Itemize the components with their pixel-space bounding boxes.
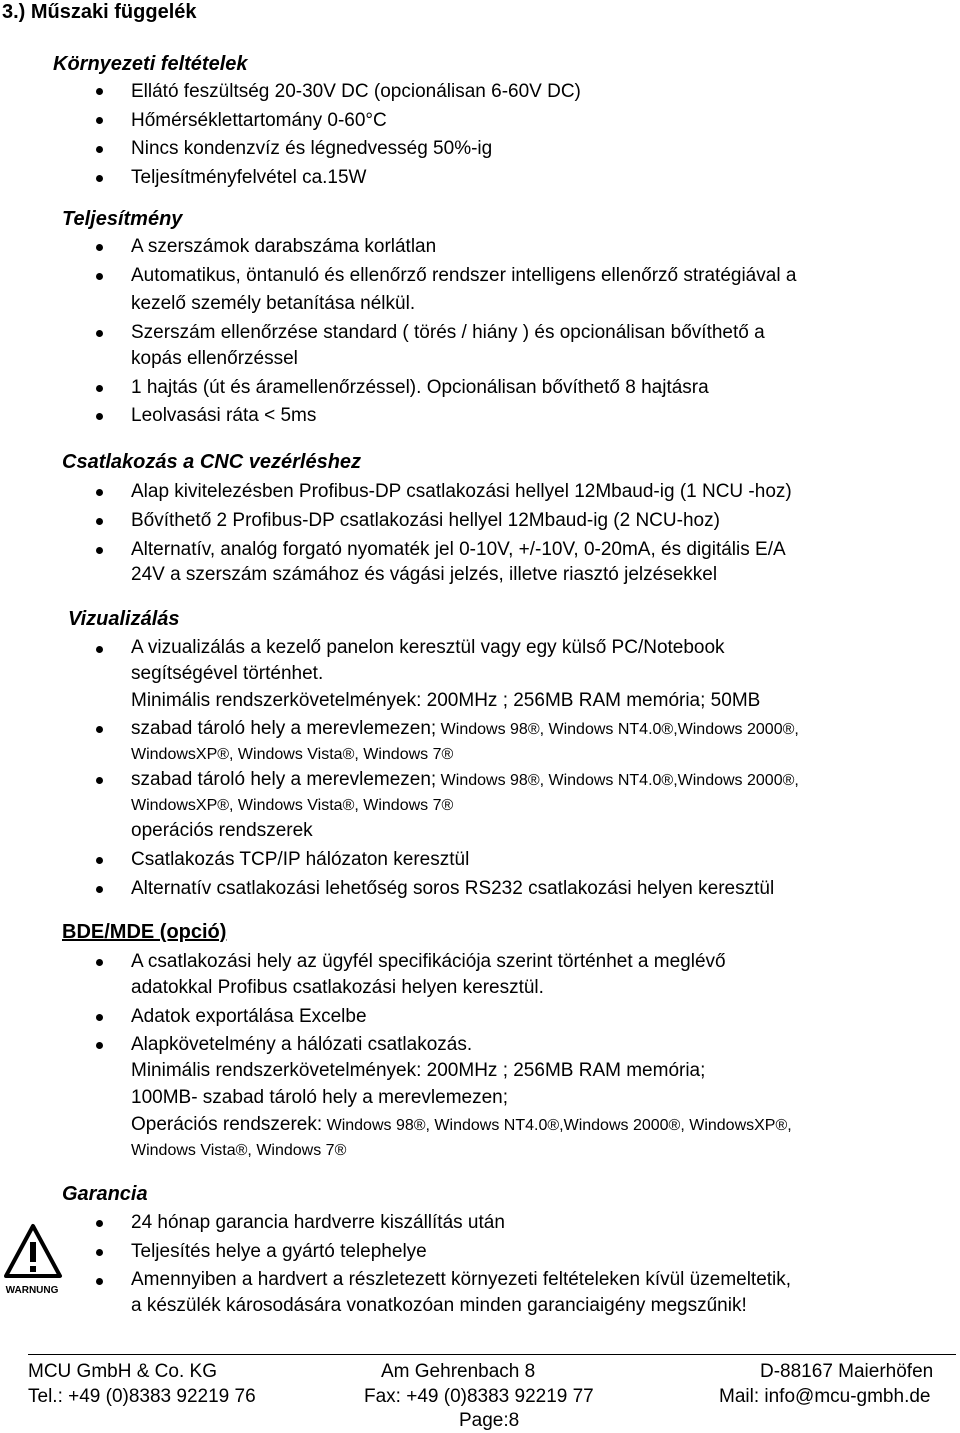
list-item-continuation: 24V a szerszám számához és vágási jelzés, illetve riasztó jelzésekkel bbox=[131, 564, 718, 585]
footer-street: Am Gehrenbach 8 bbox=[381, 1361, 536, 1382]
list-item: Hőmérséklettartomány 0-60°C bbox=[131, 110, 387, 131]
text-line: Minimális rendszerkövetelmények: 200MHz ; 256MB RAM memória; bbox=[131, 1060, 706, 1081]
list-item: A szerszámok darabszáma korlátlan bbox=[131, 236, 437, 257]
list-item: Szerszám ellenőrzése standard ( törés / hiány ) és opcionálisan bővíthető a bbox=[131, 322, 765, 343]
footer-city: D-88167 Maierhöfen bbox=[760, 1361, 934, 1382]
bullet bbox=[96, 117, 103, 124]
list-item: Csatlakozás TCP/IP hálózaton keresztül bbox=[131, 849, 470, 870]
bullet bbox=[96, 726, 103, 733]
bullet bbox=[96, 330, 103, 337]
list-item-continuation: segítségével történhet. bbox=[131, 663, 324, 684]
list-item-continuation: WindowsXP®, Windows Vista®, Windows 7® bbox=[131, 797, 454, 814]
footer-tel: Tel.: +49 (0)8383 92219 76 bbox=[28, 1386, 256, 1407]
list-item: Teljesítés helye a gyártó telephelye bbox=[131, 1241, 427, 1262]
list-item: Alternatív, analóg forgató nyomaték jel 0-10V, +/-10V, 0-20mA, és digitális E/A bbox=[131, 539, 786, 560]
bullet bbox=[96, 175, 103, 182]
list-item-continuation: kezelő személy betanítása nélkül. bbox=[131, 293, 416, 314]
bullet bbox=[96, 88, 103, 95]
section-heading-bde-mde: BDE/MDE (opció) bbox=[62, 921, 227, 943]
bullet bbox=[96, 1278, 103, 1285]
bullet bbox=[96, 146, 103, 153]
list-item: 24 hónap garancia hardverre kiszállítás után bbox=[131, 1212, 505, 1233]
text-segment: szabad tároló hely a merevlemezen; bbox=[131, 769, 437, 790]
bullet bbox=[96, 1014, 103, 1021]
list-item: Alapkövetelmény a hálózati csatlakozás. bbox=[131, 1034, 473, 1055]
footer-page-number: Page:8 bbox=[459, 1410, 520, 1431]
list-item: Alternatív csatlakozási lehetőség soros RS232 csatlakozási helyen keresztül bbox=[131, 878, 775, 899]
bullet bbox=[96, 518, 103, 525]
list-item: Nincs kondenzvíz és légnedvesség 50%-ig bbox=[131, 138, 493, 159]
os-list: Windows 98®, Windows NT4.0®,Windows 2000®, bbox=[436, 772, 799, 789]
list-item: A vizualizálás a kezelő panelon keresztül vagy egy külső PC/Notebook bbox=[131, 637, 725, 658]
bullet bbox=[96, 413, 103, 420]
text-line: Windows Vista®, Windows 7® bbox=[131, 1142, 347, 1159]
section-heading-cnc: Csatlakozás a CNC vezérléshez bbox=[62, 451, 362, 473]
list-item bbox=[131, 717, 799, 742]
footer-fax: Fax: +49 (0)8383 92219 77 bbox=[364, 1386, 594, 1407]
bullet bbox=[96, 1249, 103, 1256]
footer-mail: Mail: info@mcu-gmbh.de bbox=[719, 1386, 931, 1407]
list-item: Alap kivitelezésben Profibus-DP csatlakozási hellyel 12Mbaud-ig (1 NCU -hoz) bbox=[131, 481, 792, 502]
bullet bbox=[96, 959, 103, 966]
section-heading-environment: Környezeti feltételek bbox=[53, 53, 248, 75]
text-segment: szabad tároló hely a merevlemezen; bbox=[131, 718, 437, 739]
section-heading-warranty: Garancia bbox=[62, 1183, 148, 1205]
footer-company: MCU GmbH & Co. KG bbox=[28, 1361, 217, 1382]
list-item: A csatlakozási hely az ügyfél specifikációja szerint történhet a meglévő bbox=[131, 951, 726, 972]
bullet bbox=[96, 886, 103, 893]
bullet bbox=[96, 244, 103, 251]
list-item: Teljesítményfelvétel ca.15W bbox=[131, 167, 367, 188]
section-heading-performance: Teljesítmény bbox=[62, 208, 183, 230]
os-list: Windows 98®, Windows NT4.0®,Windows 2000®, WindowsXP®, bbox=[322, 1117, 792, 1134]
list-item-continuation: operációs rendszerek bbox=[131, 820, 313, 841]
bullet bbox=[96, 777, 103, 784]
text-line: 100MB- szabad tároló hely a merevlemezen; bbox=[131, 1087, 509, 1108]
text-segment: Operációs rendszerek: bbox=[131, 1114, 323, 1135]
list-item-continuation: adatokkal Profibus csatlakozási helyen keresztül. bbox=[131, 977, 544, 998]
warning-label: WARNUNG bbox=[5, 1285, 59, 1296]
bullet bbox=[96, 1042, 103, 1049]
list-item: Amennyiben a hardvert a részletezett környezeti feltételeken kívül üzemeltetik, bbox=[131, 1269, 792, 1290]
footer-divider bbox=[28, 1354, 956, 1355]
os-list: Windows 98®, Windows NT4.0®,Windows 2000®, bbox=[436, 721, 799, 738]
bullet bbox=[96, 273, 103, 280]
list-item-continuation: WindowsXP®, Windows Vista®, Windows 7® bbox=[131, 746, 454, 763]
text-line: Minimális rendszerkövetelmények: 200MHz ; 256MB RAM memória; 50MB bbox=[131, 690, 761, 711]
bullet bbox=[96, 857, 103, 864]
list-item: Leolvasási ráta < 5ms bbox=[131, 405, 317, 426]
list-item: Adatok exportálása Excelbe bbox=[131, 1006, 367, 1027]
warning-icon bbox=[0, 1222, 64, 1298]
section-heading-visualization: Vizualizálás bbox=[68, 608, 180, 630]
list-item: Bővíthető 2 Profibus-DP csatlakozási hellyel 12Mbaud-ig (2 NCU-hoz) bbox=[131, 510, 720, 531]
text-line bbox=[131, 1113, 792, 1138]
bullet bbox=[96, 489, 103, 496]
page-title: 3.) Műszaki függelék bbox=[2, 1, 197, 23]
bullet bbox=[96, 547, 103, 554]
list-item: 1 hajtás (út és áramellenőrzéssel). Opcionálisan bővíthető 8 hajtásra bbox=[131, 377, 709, 398]
list-item: Automatikus, öntanuló és ellenőrző rendszer intelligens ellenőrző stratégiával a bbox=[131, 265, 797, 286]
list-item bbox=[131, 768, 799, 793]
bullet bbox=[96, 385, 103, 392]
list-item-continuation: kopás ellenőrzéssel bbox=[131, 348, 298, 369]
bullet bbox=[96, 1220, 103, 1227]
list-item-continuation: a készülék károsodására vonatkozóan minden garanciaigény megszűnik! bbox=[131, 1295, 747, 1316]
list-item: Ellátó feszültség 20-30V DC (opcionálisan 6-60V DC) bbox=[131, 81, 581, 102]
bullet bbox=[96, 646, 103, 653]
